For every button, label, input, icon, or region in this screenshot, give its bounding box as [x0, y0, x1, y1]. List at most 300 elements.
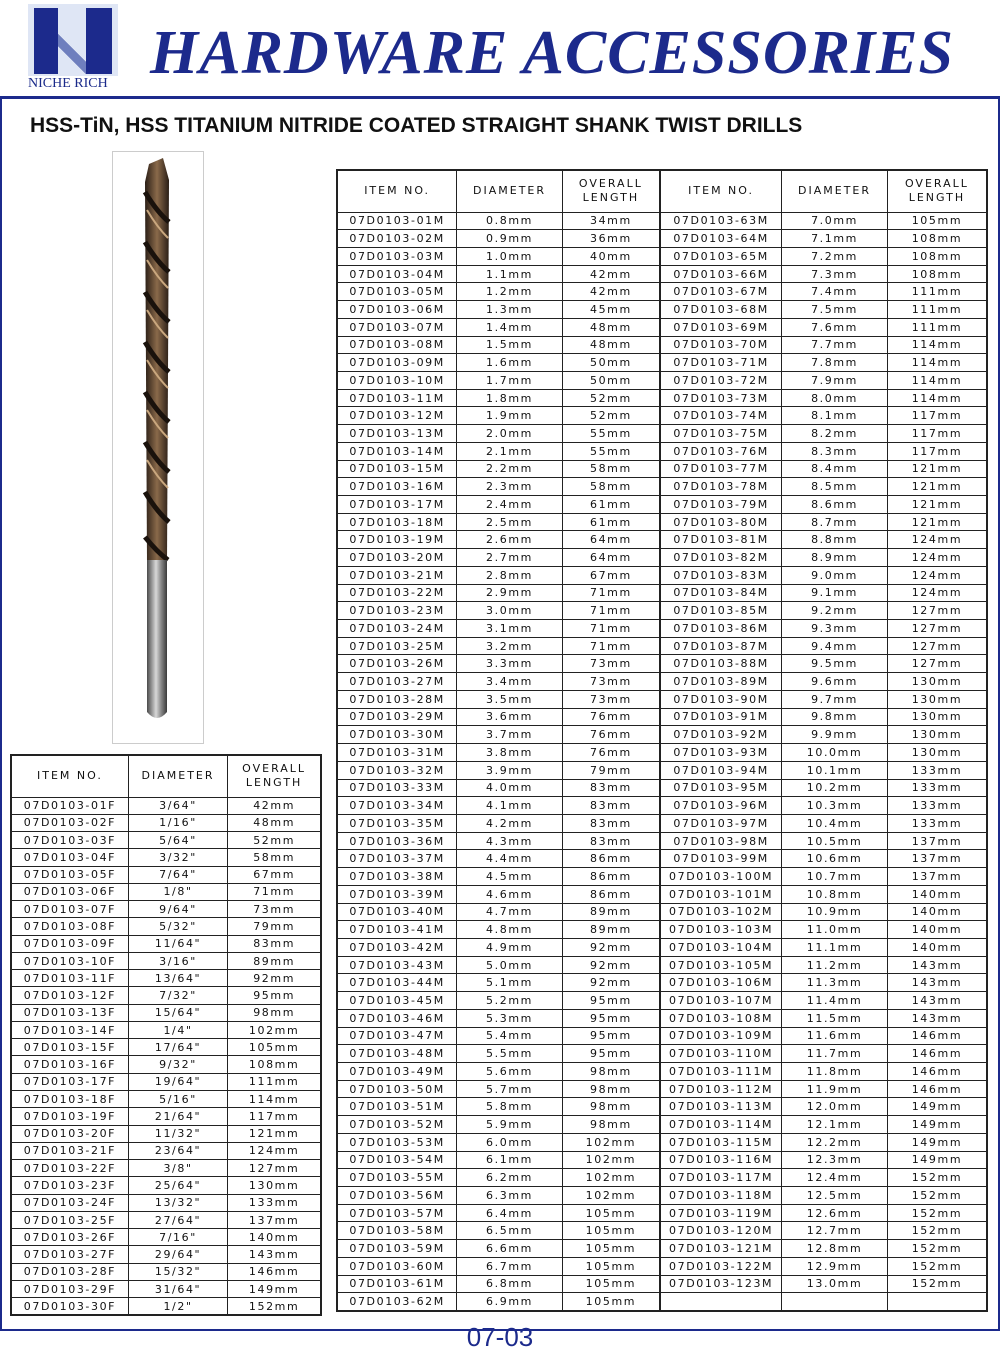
table-cell: 9.6mm [782, 673, 888, 691]
table-cell: 07D0103-28M [337, 690, 457, 708]
table-cell: 07D0103-28F [11, 1263, 128, 1280]
table-cell: 11.4mm [782, 992, 888, 1010]
table-cell: 124mm [228, 1142, 321, 1159]
table-cell: 7/16" [128, 1229, 227, 1246]
table-cell: 124mm [887, 584, 987, 602]
table-cell: 5.3mm [457, 1009, 563, 1027]
table-cell: 124mm [887, 549, 987, 567]
table-cell: 07D0103-77M [660, 460, 782, 478]
table-cell: 7.3mm [782, 265, 888, 283]
table-cell: 4.1mm [457, 797, 563, 815]
table-cell: 89mm [228, 952, 321, 969]
table-cell: 12.7mm [782, 1222, 888, 1240]
table-cell: 07D0103-65M [660, 247, 782, 265]
table-cell: 07D0103-43M [337, 956, 457, 974]
table-cell: 07D0103-31M [337, 744, 457, 762]
table-cell: 6.1mm [457, 1151, 563, 1169]
table-row [11, 1056, 321, 1073]
table-cell: 1.4mm [457, 318, 563, 336]
table-cell: 07D0103-07M [337, 318, 457, 336]
table-cell: 07D0103-27M [337, 673, 457, 691]
table-cell: 07D0103-95M [660, 779, 782, 797]
table-cell: 67mm [562, 566, 660, 584]
table-row [337, 974, 987, 992]
table-cell: 07D0103-79M [660, 496, 782, 514]
col-overall-length: OVERALL LENGTH [887, 170, 987, 212]
table-cell: 3/16" [128, 952, 227, 969]
table-cell: 07D0103-40M [337, 903, 457, 921]
table-cell: 4.3mm [457, 832, 563, 850]
table-row [337, 690, 987, 708]
table-cell: 1.6mm [457, 354, 563, 372]
table-cell: 07D0103-99M [660, 850, 782, 868]
table-cell: 121mm [228, 1125, 321, 1142]
table-cell: 95mm [562, 992, 660, 1010]
table-cell: 146mm [228, 1263, 321, 1280]
table-cell: 79mm [228, 918, 321, 935]
table-row [11, 883, 321, 900]
table-cell: 9.4mm [782, 637, 888, 655]
table-cell: 114mm [887, 371, 987, 389]
table-cell: 12.3mm [782, 1151, 888, 1169]
table-cell: 102mm [562, 1169, 660, 1187]
table-cell: 58mm [228, 849, 321, 866]
table-cell: 07D0103-17F [11, 1073, 128, 1090]
table-cell: 114mm [887, 336, 987, 354]
table-cell: 102mm [562, 1187, 660, 1205]
table-cell: 07D0103-98M [660, 832, 782, 850]
table-row [11, 970, 321, 987]
table-cell: 1.7mm [457, 371, 563, 389]
table-row [11, 814, 321, 831]
table-cell: 07D0103-102M [660, 903, 782, 921]
table-row [337, 885, 987, 903]
table-cell: 137mm [887, 850, 987, 868]
table-cell: 11.9mm [782, 1080, 888, 1098]
table-cell: 07D0103-14F [11, 1021, 128, 1038]
table-cell: 07D0103-112M [660, 1080, 782, 1098]
table-cell [782, 1293, 888, 1311]
table-cell: 07D0103-80M [660, 513, 782, 531]
table-row [337, 318, 987, 336]
table-cell: 11.8mm [782, 1063, 888, 1081]
table-cell: 130mm [228, 1177, 321, 1194]
table-cell: 105mm [562, 1257, 660, 1275]
table-cell: 5.8mm [457, 1098, 563, 1116]
table-row [11, 1177, 321, 1194]
table-cell: 146mm [887, 1045, 987, 1063]
table-cell: 07D0103-13F [11, 1004, 128, 1021]
table-cell: 10.2mm [782, 779, 888, 797]
table-cell: 07D0103-05F [11, 866, 128, 883]
table-cell: 07D0103-123M [660, 1275, 782, 1293]
table-cell: 07D0103-105M [660, 956, 782, 974]
table-cell: 07D0103-120M [660, 1222, 782, 1240]
table-row [337, 1063, 987, 1081]
table-cell: 07D0103-14M [337, 442, 457, 460]
table-cell: 3.9mm [457, 761, 563, 779]
table-cell: 07D0103-38M [337, 868, 457, 886]
table-cell: 9/64" [128, 901, 227, 918]
table-cell: 07D0103-09F [11, 935, 128, 952]
table-cell: 121mm [887, 513, 987, 531]
table-row [11, 866, 321, 883]
drill-bit-illustration [113, 152, 203, 743]
table-cell: 8.3mm [782, 442, 888, 460]
table-cell: 83mm [562, 832, 660, 850]
table-row [337, 584, 987, 602]
metric-table-body [337, 212, 987, 1311]
table-row [11, 1211, 321, 1228]
table-row [337, 1275, 987, 1293]
table-cell: 07D0103-25F [11, 1211, 128, 1228]
table-cell: 07D0103-23M [337, 602, 457, 620]
table-row [337, 903, 987, 921]
table-row [337, 247, 987, 265]
table-cell: 10.8mm [782, 885, 888, 903]
table-cell: 9.9mm [782, 726, 888, 744]
table-cell: 07D0103-59M [337, 1240, 457, 1258]
table-row [337, 620, 987, 638]
table-cell: 2.1mm [457, 442, 563, 460]
table-cell: 117mm [228, 1108, 321, 1125]
table-cell: 52mm [228, 832, 321, 849]
table-cell: 9.2mm [782, 602, 888, 620]
table-cell: 2.4mm [457, 496, 563, 514]
table-cell: 5.0mm [457, 956, 563, 974]
table-cell: 8.8mm [782, 531, 888, 549]
table-cell: 07D0103-24F [11, 1194, 128, 1211]
table-cell: 9.7mm [782, 690, 888, 708]
table-cell: 73mm [562, 673, 660, 691]
table-cell: 133mm [887, 779, 987, 797]
table-cell: 133mm [887, 797, 987, 815]
table-cell: 133mm [228, 1194, 321, 1211]
table-cell: 114mm [887, 389, 987, 407]
table-cell: 2.8mm [457, 566, 563, 584]
table-cell: 07D0103-35M [337, 814, 457, 832]
table-cell: 76mm [562, 726, 660, 744]
table-cell: 92mm [562, 956, 660, 974]
table-cell: 6.7mm [457, 1257, 563, 1275]
table-cell: 55mm [562, 442, 660, 460]
table-cell: 9.3mm [782, 620, 888, 638]
table-cell: 07D0103-33M [337, 779, 457, 797]
table-row [337, 761, 987, 779]
table-cell: 52mm [562, 407, 660, 425]
table-cell: 07D0103-81M [660, 531, 782, 549]
table-cell: 105mm [887, 212, 987, 230]
table-cell: 07D0103-16M [337, 478, 457, 496]
table-row [337, 1116, 987, 1134]
table-row [11, 1229, 321, 1246]
table-cell: 111mm [887, 283, 987, 301]
table-cell: 7/32" [128, 987, 227, 1004]
table-cell: 83mm [562, 814, 660, 832]
table-cell: 143mm [887, 1009, 987, 1027]
table-row [337, 566, 987, 584]
table-cell: 5/64" [128, 832, 227, 849]
table-row [337, 1045, 987, 1063]
table-cell: 8.1mm [782, 407, 888, 425]
table-row [11, 952, 321, 969]
table-cell: 6.8mm [457, 1275, 563, 1293]
table-cell: 8.9mm [782, 549, 888, 567]
table-cell: 64mm [562, 531, 660, 549]
table-row [337, 655, 987, 673]
table-cell: 8.6mm [782, 496, 888, 514]
table-cell: 21/64" [128, 1108, 227, 1125]
table-cell: 3/32" [128, 849, 227, 866]
table-cell: 98mm [562, 1080, 660, 1098]
table-cell: 07D0103-08M [337, 336, 457, 354]
table-row [337, 1009, 987, 1027]
drill-bit-image [112, 151, 204, 744]
table-cell: 07D0103-121M [660, 1240, 782, 1258]
table-row [11, 1021, 321, 1038]
table-cell: 143mm [887, 956, 987, 974]
table-cell: 8.7mm [782, 513, 888, 531]
table-cell: 29/64" [128, 1246, 227, 1263]
table-cell: 1.8mm [457, 389, 563, 407]
table-cell: 71mm [562, 584, 660, 602]
table-cell: 07D0103-22F [11, 1160, 128, 1177]
table-row [11, 797, 321, 814]
table-cell: 127mm [887, 637, 987, 655]
table-cell [660, 1293, 782, 1311]
table-row [337, 1080, 987, 1098]
table-cell: 98mm [228, 1004, 321, 1021]
table-cell: 07D0103-37M [337, 850, 457, 868]
table-cell: 07D0103-01F [11, 797, 128, 814]
table-cell: 07D0103-26F [11, 1229, 128, 1246]
table-cell: 7.7mm [782, 336, 888, 354]
table-cell: 07D0103-109M [660, 1027, 782, 1045]
table-row [11, 1073, 321, 1090]
table-cell: 111mm [887, 301, 987, 319]
table-cell: 07D0103-16F [11, 1056, 128, 1073]
col-item-no: ITEM NO. [337, 170, 457, 212]
table-cell: 11.5mm [782, 1009, 888, 1027]
table-cell: 07D0103-18F [11, 1091, 128, 1108]
table-cell: 102mm [562, 1133, 660, 1151]
table-cell: 108mm [887, 230, 987, 248]
table-cell: 07D0103-50M [337, 1080, 457, 1098]
table-cell: 1.9mm [457, 407, 563, 425]
table-row [337, 1204, 987, 1222]
table-cell: 07D0103-29M [337, 708, 457, 726]
table-row [337, 708, 987, 726]
table-cell: 61mm [562, 496, 660, 514]
table-cell: 40mm [562, 247, 660, 265]
table-row [11, 1091, 321, 1108]
table-cell: 07D0103-62M [337, 1293, 457, 1311]
table-cell: 07D0103-39M [337, 885, 457, 903]
table-cell: 07D0103-66M [660, 265, 782, 283]
table-header-row [337, 170, 987, 212]
table-cell: 11.3mm [782, 974, 888, 992]
table-cell: 149mm [887, 1151, 987, 1169]
table-cell: 07D0103-56M [337, 1187, 457, 1205]
table-cell: 07D0103-20F [11, 1125, 128, 1142]
table-cell: 130mm [887, 726, 987, 744]
table-cell: 127mm [228, 1160, 321, 1177]
table-cell: 10.0mm [782, 744, 888, 762]
table-cell: 10.4mm [782, 814, 888, 832]
table-cell: 07D0103-106M [660, 974, 782, 992]
table-cell: 152mm [887, 1169, 987, 1187]
table-cell: 7.9mm [782, 371, 888, 389]
table-cell: 07D0103-113M [660, 1098, 782, 1116]
table-cell: 3/64" [128, 797, 227, 814]
table-cell: 07D0103-27F [11, 1246, 128, 1263]
table-cell: 50mm [562, 354, 660, 372]
table-cell: 140mm [887, 938, 987, 956]
table-cell: 95mm [562, 1045, 660, 1063]
table-cell: 12.9mm [782, 1257, 888, 1275]
metric-drill-table [336, 169, 988, 1312]
table-cell: 149mm [887, 1098, 987, 1116]
page-header [0, 0, 1000, 96]
table-cell: 58mm [562, 460, 660, 478]
table-cell: 9.1mm [782, 584, 888, 602]
table-cell: 07D0103-53M [337, 1133, 457, 1151]
table-cell: 95mm [228, 987, 321, 1004]
table-cell: 149mm [887, 1133, 987, 1151]
table-cell: 73mm [562, 655, 660, 673]
table-cell: 10.7mm [782, 868, 888, 886]
table-cell: 152mm [887, 1240, 987, 1258]
table-cell: 3.8mm [457, 744, 563, 762]
table-cell: 34mm [562, 212, 660, 230]
table-cell: 48mm [562, 336, 660, 354]
table-cell: 48mm [562, 318, 660, 336]
table-cell: 8.4mm [782, 460, 888, 478]
table-cell: 102mm [562, 1151, 660, 1169]
table-cell: 121mm [887, 460, 987, 478]
table-cell: 105mm [562, 1275, 660, 1293]
table-row [11, 901, 321, 918]
page-title: HARDWARE ACCESSORIES [150, 19, 954, 87]
fraction-drill-table [10, 754, 322, 1316]
table-row [337, 992, 987, 1010]
table-cell: 07D0103-116M [660, 1151, 782, 1169]
table-cell: 13.0mm [782, 1275, 888, 1293]
table-cell: 12.0mm [782, 1098, 888, 1116]
table-cell: 140mm [887, 903, 987, 921]
table-row [337, 442, 987, 460]
table-cell: 07D0103-30M [337, 726, 457, 744]
table-row [11, 1039, 321, 1056]
table-cell: 9.8mm [782, 708, 888, 726]
table-cell: 07D0103-60M [337, 1257, 457, 1275]
table-row [11, 1298, 321, 1315]
table-cell: 07D0103-41M [337, 921, 457, 939]
table-cell: 48mm [228, 814, 321, 831]
table-cell: 07D0103-101M [660, 885, 782, 903]
table-cell: 07D0103-96M [660, 797, 782, 815]
table-cell: 07D0103-06M [337, 301, 457, 319]
table-cell: 07D0103-10M [337, 371, 457, 389]
table-cell: 36mm [562, 230, 660, 248]
table-cell: 07D0103-74M [660, 407, 782, 425]
col-overall-length: OVERALL LENGTH [562, 170, 660, 212]
table-row [337, 549, 987, 567]
table-row [337, 425, 987, 443]
table-cell: 11/32" [128, 1125, 227, 1142]
table-cell: 07D0103-47M [337, 1027, 457, 1045]
table-cell: 146mm [887, 1063, 987, 1081]
table-cell: 07D0103-18M [337, 513, 457, 531]
table-cell: 1.3mm [457, 301, 563, 319]
table-cell: 7.2mm [782, 247, 888, 265]
table-cell: 152mm [887, 1275, 987, 1293]
col-item-no: ITEM NO. [660, 170, 782, 212]
table-cell: 3.6mm [457, 708, 563, 726]
table-cell: 95mm [562, 1009, 660, 1027]
table-row [337, 1222, 987, 1240]
table-cell: 07D0103-110M [660, 1045, 782, 1063]
table-cell: 07D0103-24M [337, 620, 457, 638]
table-cell: 3.5mm [457, 690, 563, 708]
table-cell: 07D0103-108M [660, 1009, 782, 1027]
table-cell: 6.9mm [457, 1293, 563, 1311]
table-cell: 86mm [562, 885, 660, 903]
table-cell: 4.9mm [457, 938, 563, 956]
table-cell: 4.5mm [457, 868, 563, 886]
table-cell: 133mm [887, 814, 987, 832]
table-cell: 8.0mm [782, 389, 888, 407]
table-cell: 42mm [562, 265, 660, 283]
table-cell: 130mm [887, 690, 987, 708]
table-cell: 58mm [562, 478, 660, 496]
table-cell: 121mm [887, 478, 987, 496]
table-cell: 11/64" [128, 935, 227, 952]
table-cell: 07D0103-11F [11, 970, 128, 987]
table-cell: 07D0103-01M [337, 212, 457, 230]
table-cell: 7.0mm [782, 212, 888, 230]
table-cell: 4.7mm [457, 903, 563, 921]
table-cell: 07D0103-15F [11, 1039, 128, 1056]
table-cell: 3.0mm [457, 602, 563, 620]
table-cell: 07D0103-13M [337, 425, 457, 443]
table-cell: 07D0103-91M [660, 708, 782, 726]
table-cell: 07D0103-10F [11, 952, 128, 969]
table-cell: 152mm [887, 1204, 987, 1222]
table-cell: 89mm [562, 903, 660, 921]
table-cell: 10.6mm [782, 850, 888, 868]
table-cell: 2.5mm [457, 513, 563, 531]
table-cell: 07D0103-02M [337, 230, 457, 248]
table-row [337, 602, 987, 620]
table-row [337, 1293, 987, 1311]
table-cell: 11.0mm [782, 921, 888, 939]
table-cell: 111mm [228, 1073, 321, 1090]
table-cell: 13/32" [128, 1194, 227, 1211]
table-row [337, 1027, 987, 1045]
brand-name: NICHE RICH [28, 76, 108, 91]
table-cell: 5.6mm [457, 1063, 563, 1081]
table-cell: 07D0103-87M [660, 637, 782, 655]
table-cell: 07D0103-104M [660, 938, 782, 956]
table-cell: 07D0103-70M [660, 336, 782, 354]
table-cell: 5/16" [128, 1091, 227, 1108]
col-diameter: DIAMETER [457, 170, 563, 212]
table-cell: 07D0103-76M [660, 442, 782, 460]
table-cell: 5.1mm [457, 974, 563, 992]
table-cell: 12.1mm [782, 1116, 888, 1134]
table-cell: 76mm [562, 708, 660, 726]
